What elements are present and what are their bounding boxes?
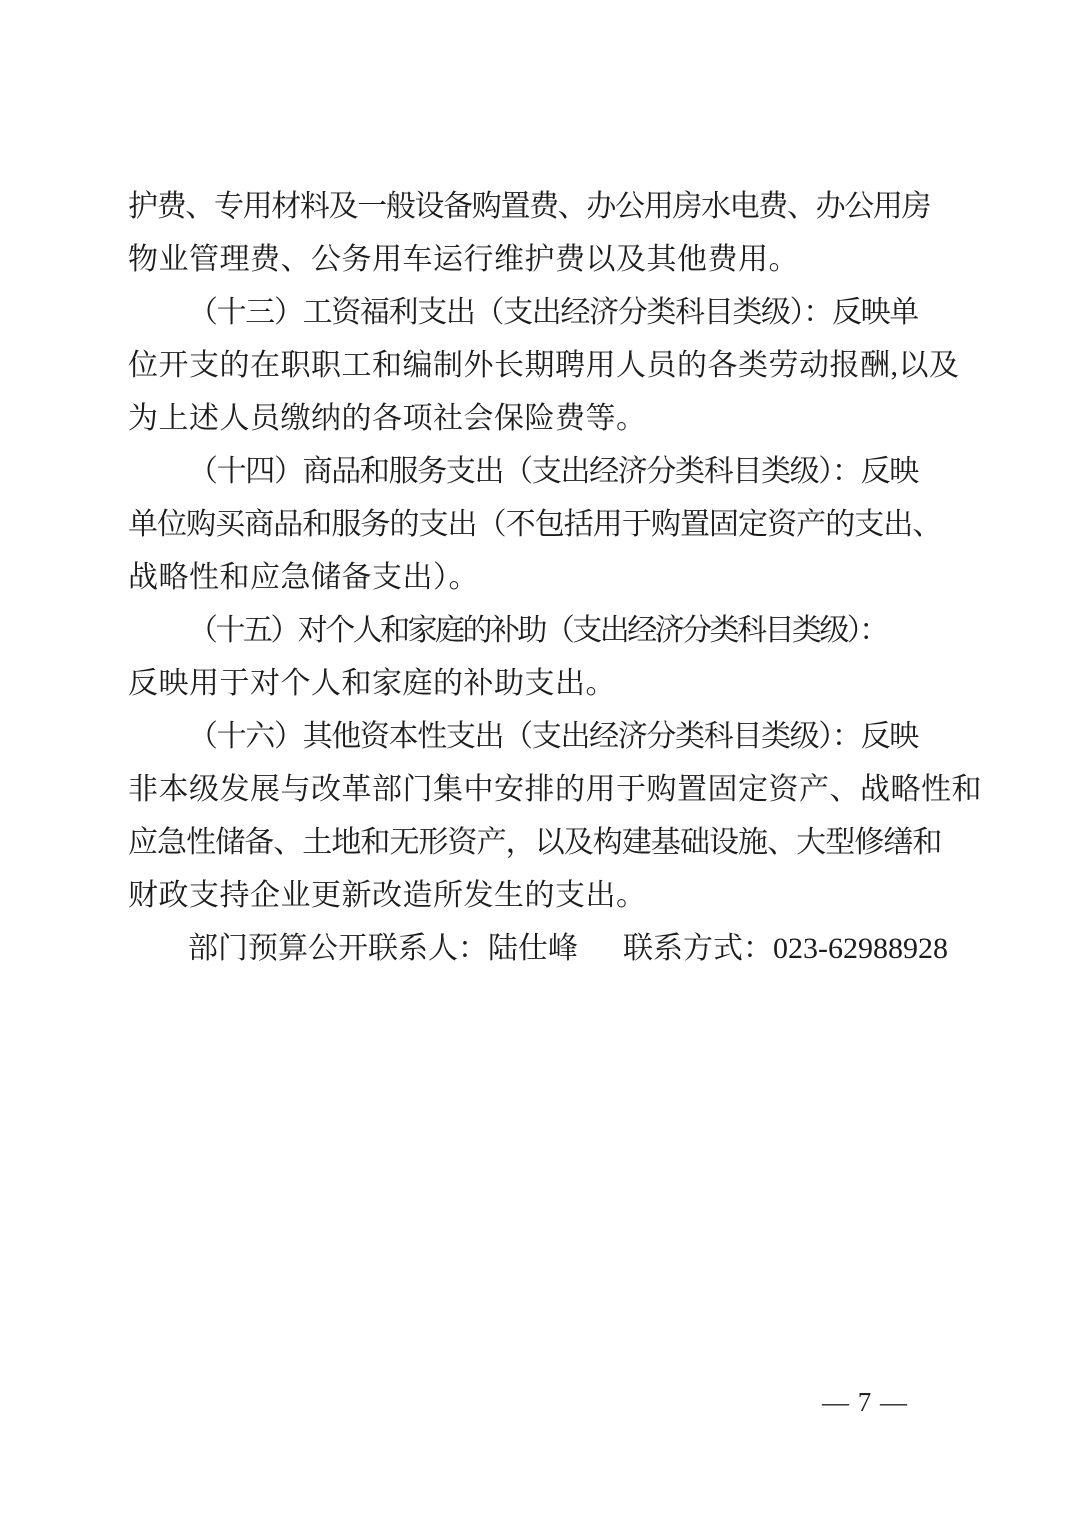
text-line: （十六）其他资本性支出（支出经济分类科目类级）：反映 bbox=[188, 720, 918, 753]
page-content bbox=[128, 180, 982, 975]
text-line: （十三）工资福利支出（支出经济分类科目类级）：反映单 bbox=[188, 296, 918, 329]
paragraph-continuation bbox=[128, 180, 958, 286]
text-line: 战略性和应急储备支出）。 bbox=[128, 561, 479, 594]
contact-person-label: 部门预算公开联系人： bbox=[188, 932, 488, 965]
paragraph-item-15 bbox=[128, 604, 958, 710]
text-line: 位开支的在职职工和编制外长期聘用人员的各类劳动报酬,以及 bbox=[128, 349, 960, 382]
page-number: — 7 — bbox=[822, 1387, 908, 1417]
paragraph-item-14 bbox=[128, 445, 958, 604]
text-line: 物业管理费、公务用车运行维护费以及其他费用。 bbox=[128, 243, 799, 276]
text-line: 应急性储备、土地和无形资产，以及构建基础设施、大型修缮和 bbox=[128, 826, 942, 859]
contact-person-name: 陆仕峰 bbox=[488, 932, 578, 965]
text-line: 非本级发展与改革部门集中安排的用于购置固定资产、战略性和 bbox=[128, 773, 982, 806]
page-footer bbox=[822, 1386, 908, 1418]
contact-phone-label: 联系方式： bbox=[623, 932, 773, 965]
text-line: （十五）对个人和家庭的补助（支出经济分类科目类级）： bbox=[188, 614, 887, 647]
paragraph-item-13 bbox=[128, 286, 958, 445]
text-line: 为上述人员缴纳的各项社会保险费等。 bbox=[128, 402, 647, 435]
contact-line bbox=[128, 922, 958, 975]
text-line: 反映用于对个人和家庭的补助支出。 bbox=[128, 667, 616, 700]
text-line: 财政支持企业更新改造所发生的支出。 bbox=[128, 879, 647, 912]
text-line: 护费、专用材料及一般设备购置费、办公用房水电费、办公用房 bbox=[128, 190, 931, 223]
contact-phone-number: 023-62988928 bbox=[773, 932, 948, 965]
paragraph-item-16 bbox=[128, 710, 982, 922]
text-line: 单位购买商品和服务的支出（不包括用于购置固定资产的支出、 bbox=[128, 508, 942, 541]
paragraph-contact bbox=[128, 922, 958, 975]
text-line: （十四）商品和服务支出（支出经济分类科目类级）：反映 bbox=[188, 455, 918, 488]
